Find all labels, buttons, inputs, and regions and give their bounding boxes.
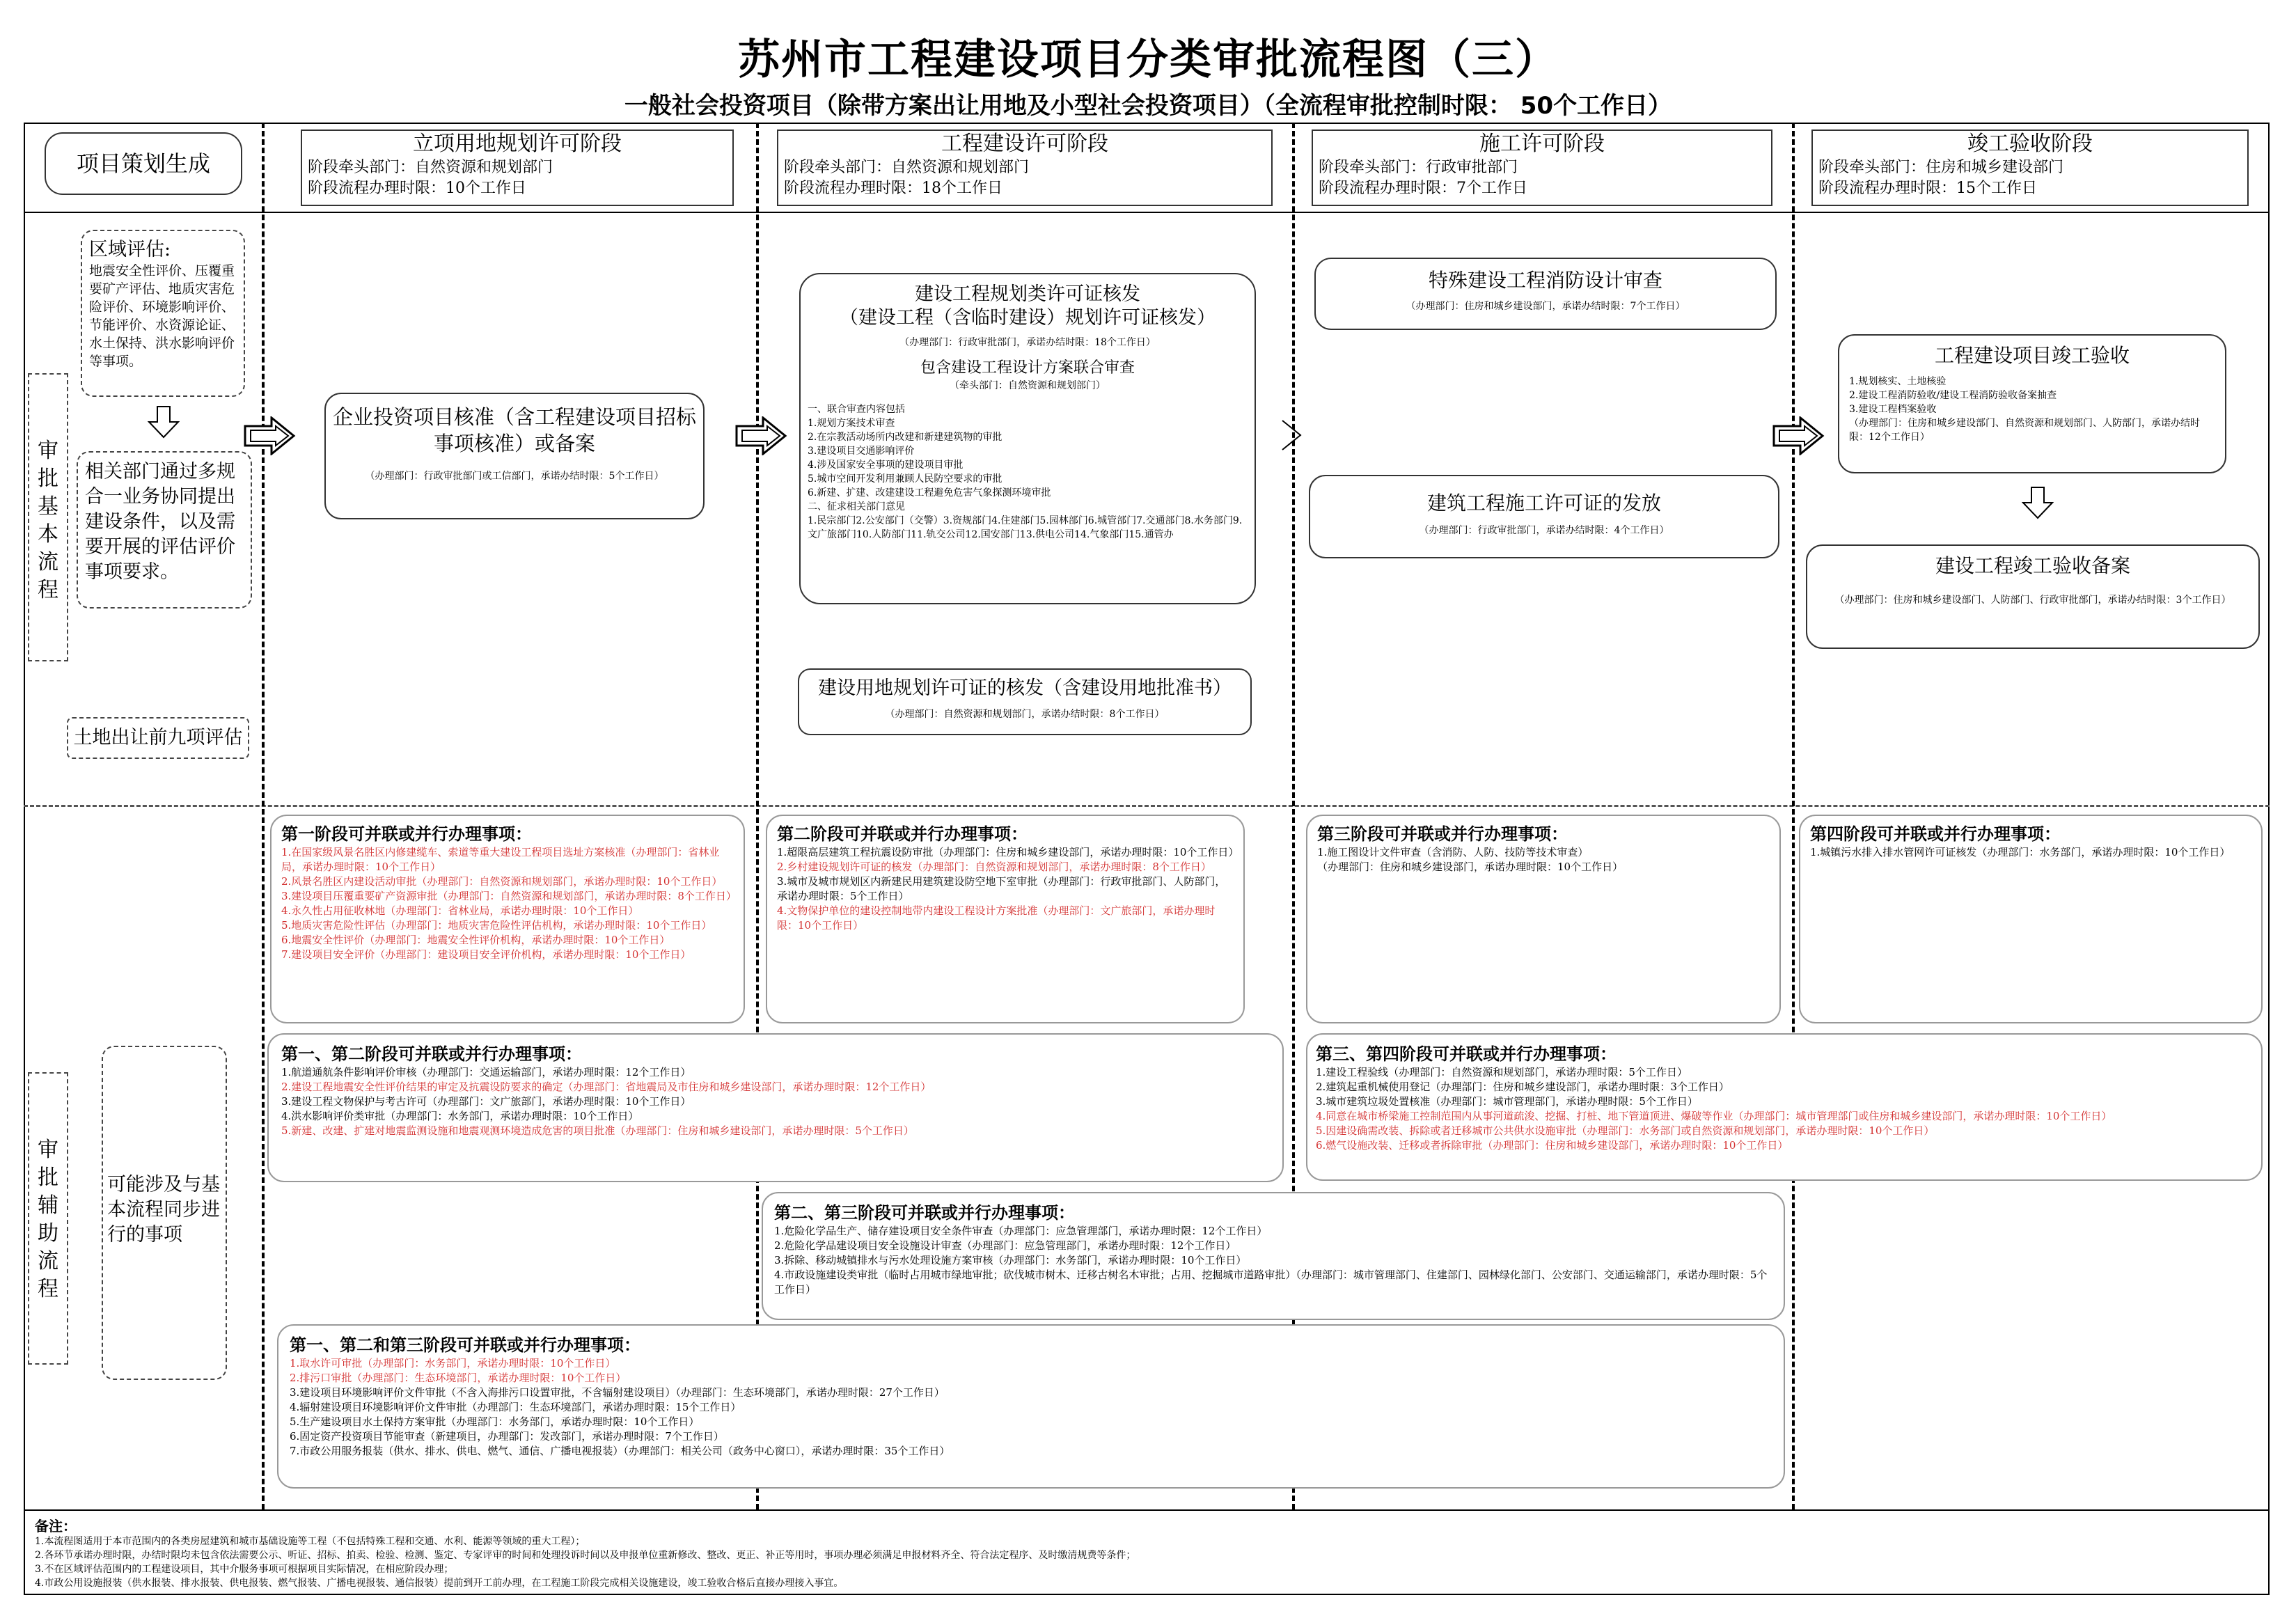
parallel-stage3-box — [1306, 815, 1781, 1023]
parallel-stage123-box — [277, 1324, 1785, 1489]
note-item: 2.各环节承诺办理时限，办结时限均未包含依法需要公示、听证、招标、拍卖、检验、检测、鉴定、专家评审的时间和处理投诉时间以及申报单位重新修改、整改、更正、补正等用时，事项办理必须满足申报材料齐全、符合法定程序、及时缴清规费等条件； — [35, 1550, 1136, 1561]
stage-name: 施工许可阶段 — [1479, 132, 1605, 156]
investment-approval-dept: （办理部门：行政审批部门或工信部门，承诺办结时限：5个工作日） — [365, 471, 664, 482]
parallel-item: 4.辐射建设项目环境影响评价文件审批（办理部门：生态环境部门，承诺办理时限：15个工作日） — [290, 1401, 741, 1413]
acceptance-item: 1.规划核实、土地核验 — [1849, 376, 1947, 387]
parallel-item: 3.城市建筑垃圾处置核准（办理部门：城市管理部门，承诺办理时限：5个工作日） — [1316, 1095, 1698, 1108]
arrow-down-icon — [2022, 486, 2054, 519]
parallel-item: 3.建设项目环境影响评价文件审批（不含入海排污口设置审批，不含辐射建设项目）（办理部门：生态环境部门，承诺办理时限：27个工作日） — [290, 1386, 945, 1399]
note-item: 1.本流程图适用于本市范围内的各类房屋建筑和城市基础设施等工程（不包括特殊工程和交通、水利、能源等领域的重大工程）； — [35, 1536, 585, 1547]
stage-name: 工程建设许可阶段 — [941, 132, 1108, 156]
parallel-item: 4.洪水影响评价类审批（办理部门：水务部门，承诺办理时限：10个工作日） — [281, 1110, 639, 1122]
parallel-item: 5.生产建设项目水土保持方案审批（办理部门：水务部门，承诺办理时限：10个工作日） — [290, 1415, 700, 1428]
fire-design-box — [1314, 258, 1777, 330]
stage-name: 立项用地规划许可阶段 — [413, 132, 622, 156]
parallel-item: 7.市政公用服务报装（供水、排水、供电、燃气、通信、广播电视报装）（办理部门：相关公司（政务中心窗口），承诺办理时限：35个工作日） — [290, 1445, 950, 1457]
parallel-item: 3.城市及城市规划区内新建民用建筑建设防空地下室审批（办理部门：行政审批部门、人防部门，承诺办理时限：5个工作日） — [777, 875, 1226, 902]
parallel-item: 2.建设工程地震安全性评价结果的审定及抗震设防要求的确定（办理部门：省地震局及市住房和城乡建设部门，承诺办理时限：12个工作日） — [281, 1081, 931, 1093]
stage-name: 竣工验收阶段 — [1967, 132, 2093, 156]
parallel-item: 1.取水许可审批（办理部门：水务部门，承诺办理时限：10个工作日） — [290, 1357, 616, 1369]
land-permit-box — [798, 668, 1252, 735]
parallel-item: 5.地质灾害危险性评估（办理部门：地质灾害危险性评估机构，承诺办理时限：10个工作日） — [281, 919, 712, 932]
fire-design-dept: （办理部门：住房和城乡建设部门，承诺办结时限：7个工作日） — [1406, 301, 1685, 312]
parallel-item: 6.地震安全性评价（办理部门：地震安全性评价机构，承诺办理时限：10个工作日） — [281, 934, 670, 946]
parallel-item: 4.文物保护单位的建设控制地带内建设工程设计方案批准（办理部门：文广旅部门，承诺办理时限：10个工作日） — [777, 904, 1216, 932]
parallel-item: 2.风景名胜区内建设活动审批（办理部门：自然资源和规划部门，承诺办理时限：10个工作日） — [281, 875, 723, 888]
parallel-title: 第一、第二和第三阶段可并联或并行办理事项： — [290, 1335, 640, 1355]
joint-review-item: 4.涉及国家安全事项的建设项目审批 — [808, 460, 964, 471]
basic-aux-divider — [24, 805, 2270, 807]
parallel-stage2-box — [766, 815, 1245, 1023]
parallel-stage12-box — [267, 1033, 1284, 1182]
land-evaluation-box: 土地出让前九项评估 — [67, 717, 249, 759]
parallel-stage34-box — [1306, 1033, 2263, 1181]
joint-review-item: 6.新建、扩建、改建建设工程避免危害气象探测环境审批 — [808, 487, 1051, 499]
stage-limit: 阶段流程办理时限：10个工作日 — [308, 180, 526, 197]
joint-review-item: 1.规划方案技术审查 — [808, 418, 895, 429]
parallel-title: 第二、第三阶段可并联或并行办理事项： — [774, 1203, 1075, 1223]
joint-review-item: 3.建设项目交通影响评价 — [808, 446, 915, 457]
stage-limit: 阶段流程办理时限：15个工作日 — [1818, 180, 2037, 197]
parallel-item: 3.建设工程文物保护与考古许可（办理部门：文广旅部门，承诺办理时限：10个工作日） — [281, 1095, 691, 1108]
completion-record-box — [1806, 544, 2260, 649]
completion-record-dept: （办理部门：住房和城乡建设部门、人防部门、行政审批部门，承诺办结时限：3个工作日） — [1834, 595, 2231, 606]
parallel-item: 4.市政设施建设类审批（临时占用城市绿地审批；砍伐城市树木、迁移古树名木审批；占用、挖掘城市道路审批）（办理部门：城市管理部门、住建部门、园林绿化部门、公安部门、交通运输部门，承诺办理时限：5个工作日） — [774, 1269, 1768, 1296]
parallel-item: 7.建设项目安全评价（办理部门：建设项目安全评价机构，承诺办理时限：10个工作日） — [281, 948, 691, 961]
parallel-title: 第四阶段可并联或并行办理事项： — [1810, 824, 2061, 844]
planning-permit-box — [799, 273, 1256, 604]
column-divider-2 — [756, 123, 759, 1509]
aux-items-box: 可能涉及与基本流程同步进行的事项 — [102, 1046, 227, 1380]
region-body: 地震安全性评价、压覆重要矿产评估、地质灾害危险评价、环境影响评价、节能评价、水资源论证、水土保持、洪水影响评价等事项。 — [89, 263, 235, 369]
stage-lead: 阶段牵头部门：自然资源和规划部门 — [308, 159, 553, 176]
arrow-right-icon — [244, 416, 297, 455]
construction-permit-dept: （办理部门：行政审批部门，承诺办结时限：4个工作日） — [1419, 525, 1669, 536]
parallel-title: 第一、第二阶段可并联或并行办理事项： — [281, 1044, 582, 1064]
arrow-right-icon — [735, 416, 788, 455]
planning-permit-title: 建设工程规划类许可证核发 — [915, 283, 1140, 305]
parallel-item: 2.乡村建设规划许可证的核发（办理部门：自然资源和规划部门，承诺办理时限：8个工作日） — [777, 861, 1211, 873]
note-item: 4.市政公用设施报装（供水报装、排水报装、供电报装、燃气报装、广播电视报装、通信报装）提前到开工前办理，在工程施工阶段完成相关设施建设，竣工验收合格后直接办理接入事宜。 — [35, 1578, 844, 1589]
stage-header-2 — [777, 129, 1273, 206]
region-title: 区域评估: — [89, 239, 171, 260]
parallel-item: 1.城镇污水排入排水管网许可证核发（办理部门：水务部门，承诺办理时限：10个工作日） — [1810, 846, 2231, 858]
joint-review-item: 5.城市空间开发利用兼顾人民防空要求的审批 — [808, 473, 1002, 485]
fire-design-title: 特殊建设工程消防设计审查 — [1428, 269, 1662, 292]
completion-record-title: 建设工程竣工验收备案 — [1935, 554, 2130, 577]
parallel-stage1-box — [270, 815, 745, 1023]
joint-review-item: 二、征求相关部门意见 — [808, 501, 905, 512]
construction-permit-box — [1309, 475, 1779, 558]
acceptance-item: （办理部门：住房和城乡建设部门、自然资源和规划部门、人防部门，承诺办结时限：12个工作日） — [1849, 418, 2200, 443]
note-item: 3.不在区域评估范围内的工程建设项目，其中介服务事项可根据项目实际情况，在相应阶段办理； — [35, 1564, 454, 1575]
project-planning-box: 项目策划生成 — [45, 132, 242, 195]
parallel-item: 2.危险化学品建设项目安全设施设计审查（办理部门：应急管理部门，承诺办理时限：12个工作日） — [774, 1239, 1236, 1252]
parallel-item: 1.危险化学品生产、储存建设项目安全条件审查（办理部门：应急管理部门，承诺办理时限：12个工作日） — [774, 1225, 1268, 1237]
joint-review-item: 一、联合审查内容包括 — [808, 404, 905, 415]
parallel-item: 6.固定资产投资项目节能审查（新建项目，办理部门：发改部门，承诺办理时限：7个工作日） — [290, 1430, 724, 1443]
stage-header-4 — [1811, 129, 2249, 206]
parallel-item: 1.在国家级风景名胜区内修建缆车、索道等重大建设工程项目选址方案核准（办理部门：省林业局，承诺办理时限：10个工作日） — [281, 846, 720, 873]
parallel-item: 6.燃气设施改装、迁移或者拆除审批（办理部门：住房和城乡建设部门，承诺办理时限：10个工作日） — [1316, 1139, 1788, 1152]
land-permit-title: 建设用地规划许可证的核发（含建设用地批准书） — [818, 677, 1232, 699]
parallel-item: 2.排污口审批（办理部门：生态环境部门，承诺办理时限：10个工作日） — [290, 1372, 627, 1384]
parallel-item: 2.建筑起重机械使用登记（办理部门：住房和城乡建设部门，承诺办理时限：3个工作日） — [1316, 1081, 1729, 1093]
joint-review-item: 1.民宗部门2.公安部门（交警）3.资规部门4.住建部门5.园林部门6.城管部门7.交通部门8.水务部门9.文广旅部门10.人防部门11.轨交公司12.国安部门13.供电公司14.气象部门15.通管办 — [808, 515, 1243, 540]
completion-acceptance-box — [1838, 334, 2226, 473]
joint-review-title: 包含建设工程设计方案联合审查 — [920, 359, 1135, 377]
arrow-down-icon — [148, 405, 180, 439]
parallel-item: 3.拆除、移动城镇排水与污水处理设施方案审核（办理部门：水务部门，承诺办理时限：10个工作日） — [774, 1254, 1247, 1266]
planning-permit-dept: （办理部门：行政审批部门，承诺办结时限：18个工作日） — [899, 337, 1156, 348]
joint-review-item: 2.在宗教活动场所内改建和新建建筑物的审批 — [808, 432, 1002, 443]
parallel-title: 第一阶段可并联或并行办理事项： — [281, 824, 532, 844]
side-label-aux: 审批辅助流程 — [28, 1072, 68, 1365]
header-divider — [24, 212, 2270, 213]
parallel-title: 第三阶段可并联或并行办理事项： — [1317, 824, 1568, 844]
parallel-item: 4.永久性占用征收林地（办理部门：省林业局，承诺办理时限：10个工作日） — [281, 904, 639, 917]
parallel-item: 1.航道通航条件影响评价审核（办理部门：交通运输部门，承诺办理时限：12个工作日） — [281, 1066, 691, 1078]
parallel-item: （办理部门：住房和城乡建设部门，承诺办理时限：10个工作日） — [1317, 861, 1623, 873]
stage-header-1 — [301, 129, 734, 206]
notes-section — [35, 1518, 2256, 1592]
column-divider-1 — [262, 123, 265, 1509]
stage-lead: 阶段牵头部门：行政审批部门 — [1319, 159, 1518, 176]
stage-limit: 阶段流程办理时限：18个工作日 — [784, 180, 1002, 197]
stage-header-3 — [1312, 129, 1772, 206]
parallel-stage23-box — [762, 1192, 1785, 1320]
page-subtitle: 一般社会投资项目（除带方案出让用地及小型社会投资项目）（全流程审批控制时限： 50个工作日） — [624, 92, 1672, 120]
joint-review-lead: （牵头部门：自然资源和规划部门） — [950, 380, 1106, 391]
acceptance-item: 3.建设工程档案验收 — [1849, 404, 1937, 415]
side-label-basic: 审批基本流程 — [28, 373, 68, 661]
parallel-title: 第三、第四阶段可并联或并行办理事项： — [1316, 1044, 1617, 1064]
page-title: 苏州市工程建设项目分类审批流程图（三） — [738, 36, 1558, 84]
region-evaluation-box — [81, 230, 245, 397]
stage-limit: 阶段流程办理时限：7个工作日 — [1319, 180, 1527, 197]
column-divider-4 — [1792, 123, 1795, 1509]
parallel-item: 4.同意在城市桥梁施工控制范围内从事河道疏浚、挖掘、打桩、地下管道顶进、爆破等作业（办理部门：城市管理部门或住房和城乡建设部门，承诺办理时限：10个工作日） — [1316, 1110, 2112, 1122]
notes-divider — [24, 1509, 2270, 1511]
parallel-item: 1.建设工程验线（办理部门：自然资源和规划部门，承诺办理时限：5个工作日） — [1316, 1066, 1688, 1078]
parallel-item: 1.超限高层建筑工程抗震设防审批（办理部门：住房和城乡建设部门，承诺办理时限：10个工作日） — [777, 846, 1239, 858]
completion-acceptance-title: 工程建设项目竣工验收 — [1934, 344, 2130, 367]
arrow-right-icon — [1772, 416, 1825, 455]
land-permit-dept: （办理部门：自然资源和规划部门，承诺办结时限：8个工作日） — [885, 709, 1165, 720]
planning-permit-subtitle: （建设工程（含临时建设）规划许可证核发） — [840, 307, 1216, 329]
stage-lead: 阶段牵头部门：住房和城乡建设部门 — [1818, 159, 2064, 176]
investment-approval-title: 企业投资项目核准（含工程建设项目招标事项核准）或备案 — [333, 405, 697, 455]
parallel-title: 第二阶段可并联或并行办理事项： — [777, 824, 1028, 844]
parallel-item: 3.建设项目压覆重要矿产资源审批（办理部门：自然资源和规划部门，承诺办理时限：8个工作日） — [281, 890, 737, 902]
parallel-item: 5.因建设确需改装、拆除或者迁移城市公共供水设施审批（办理部门：水务部门或自然资源和规划部门，承诺办理时限：10个工作日） — [1316, 1124, 1935, 1137]
parallel-stage4-box — [1799, 815, 2263, 1023]
coordination-box: 相关部门通过多规合一业务协同提出建设条件，以及需要开展的评估评价事项要求。 — [77, 451, 252, 609]
stage-lead: 阶段牵头部门：自然资源和规划部门 — [784, 159, 1030, 176]
construction-permit-title: 建筑工程施工许可证的发放 — [1426, 492, 1661, 515]
acceptance-item: 2.建设工程消防验收/建设工程消防验收备案抽查 — [1849, 390, 2057, 401]
parallel-item: 1.施工图设计文件审查（含消防、人防、技防等技术审查） — [1317, 846, 1589, 858]
investment-approval-box — [324, 393, 705, 519]
parallel-item: 5.新建、改建、扩建对地震监测设施和地震观测环境造成危害的项目批准（办理部门：住房和城乡建设部门，承诺办理时限：5个工作日） — [281, 1124, 914, 1137]
notes-title: 备注： — [35, 1518, 77, 1535]
arrow-right-icon — [1280, 418, 1319, 453]
